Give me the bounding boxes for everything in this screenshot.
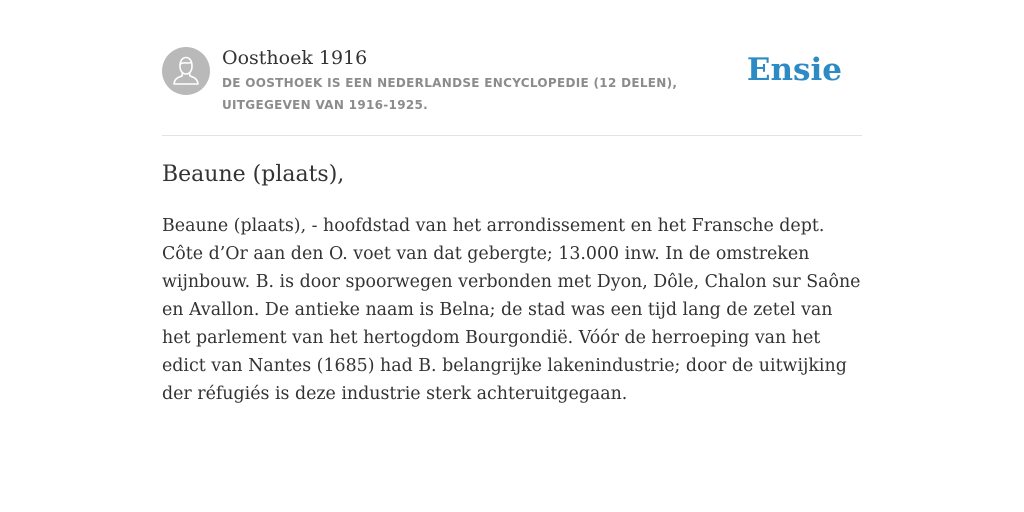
entry-body: Beaune (plaats), - hoofdstad van het arrondissement en het Fransche dept. Côte d’Or aan den O. voet van dat gebergte; 13.000 inw. In de omstreken wijnbouw. B. is door spoorwegen verbonden met Dyon, Dôle, Chalon sur Saône en Avallon. De antieke naam is Belna; de stad was een tijd lang de zetel van het parlement van het hertogdom Bourgondië. Vóór de herroeping van het edict van Nantes (1685) had B. belangrijke lakenindustrie; door de uitwijking der réfugiés is deze industrie sterk achteruitgegaan. [162, 216, 861, 404]
source-header [162, 46, 862, 116]
ensie-logo[interactable]: Ensie [746, 52, 842, 88]
header-divider [162, 135, 862, 136]
source-title[interactable]: Oosthoek 1916 [222, 47, 368, 69]
entry-title: Beaune (plaats), [162, 162, 345, 187]
source-description: DE OOSTHOEK IS EEN NEDERLANDSE ENCYCLOPEDIE (12 DELEN), UITGEGEVEN VAN 1916-1925. [222, 76, 678, 112]
user-silhouette-icon [162, 47, 210, 95]
